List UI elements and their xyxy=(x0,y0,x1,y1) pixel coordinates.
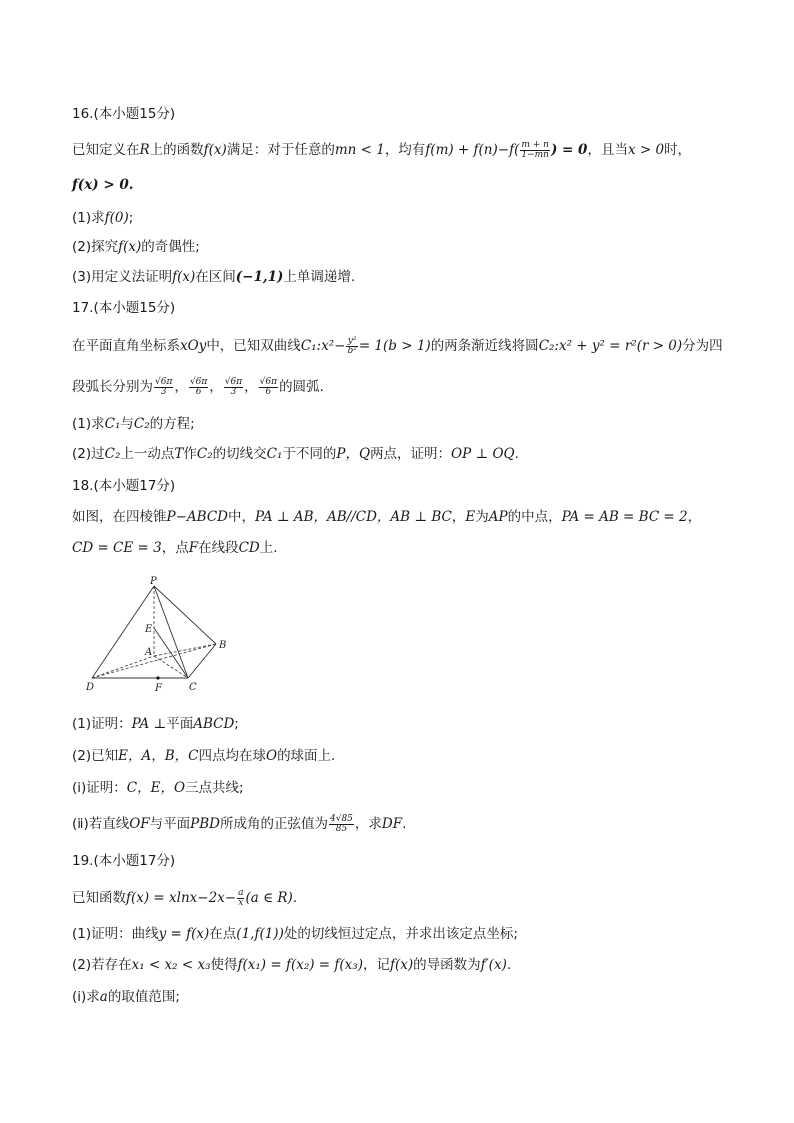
q19-part2: (2)若存在x₁ < x₂ < x₃使得f(x₁) = f(x₂) = f(x₃)，记f(x)的导函数为f′(x). xyxy=(72,957,512,973)
q18-stem-line2: CD = CE = 3，点F在线段CD上. xyxy=(72,540,278,556)
fraction: $\frac{√6\pi}{3}$ xyxy=(224,376,243,397)
segment-ac xyxy=(154,656,188,678)
pyramid-diagram xyxy=(86,572,246,700)
label-c: C xyxy=(189,682,197,693)
fraction: $\frac{m + n}{1-mn}$ xyxy=(521,139,549,160)
point-f xyxy=(156,676,159,679)
edge-pb xyxy=(154,586,216,644)
q17-header: 17.(本小题15分) xyxy=(72,300,176,316)
q19-stem: 已知函数f(x) = xlnx−2x− $\frac{a}{x}$ (a ∈ R). xyxy=(72,887,298,908)
q16-part2: (2)探究f(x)的奇偶性; xyxy=(72,239,200,255)
q18-part1: (1)证明：PA ⊥平面ABCD; xyxy=(72,716,239,732)
q19-header: 19.(本小题17分) xyxy=(72,853,176,869)
edge-ab xyxy=(154,644,216,656)
label-e: E xyxy=(145,624,153,635)
fraction: $\frac{√6\pi}{6}$ xyxy=(189,376,208,397)
q17-stem: 在平面直角坐标系xOy中，已知双曲线C₁:x²− $\frac{\text{y²}}{\text{b²}}$ = 1(b > 1)的两条渐近线将圆C₂:x² + y² = r²(r > 0)分为四 xyxy=(72,335,723,356)
q17-part2: (2)过C₂上一动点T作C₂的切线交C₁于不同的P，Q两点，证明：OP ⊥ OQ. xyxy=(72,446,519,462)
q17-stem-line2: 段弧长分别为 $\frac{√6\pi}{3}$ ， $\frac{√6\pi}{6}$ ， $\frac{√6\pi}{3}$ ， $\frac{√6\pi}{6}$ 的圆弧. xyxy=(72,376,324,397)
label-p: P xyxy=(150,576,157,587)
q19-part1: (1)证明：曲线y = f(x)在点(1,f(1))处的切线恒过定点，并求出该定点坐标; xyxy=(72,926,518,942)
pyramid-figure xyxy=(86,572,246,700)
edge-cb xyxy=(188,644,216,678)
fraction: $\frac{√6\pi}{3}$ xyxy=(155,376,173,397)
q16-stem-line2: f(x) > 0. xyxy=(72,177,134,193)
label-d: D xyxy=(86,682,95,693)
fraction: $\frac{a}{x}$ xyxy=(238,887,244,908)
segment-db xyxy=(92,644,216,678)
label-f: F xyxy=(155,683,162,694)
fraction: $\frac{4√85}{85}$ xyxy=(329,813,353,834)
q18-header: 18.(本小题17分) xyxy=(72,478,176,494)
q17-part1: (1)求C₁与C₂的方程; xyxy=(72,416,195,432)
q16-header: 16.(本小题15分) xyxy=(72,106,176,122)
edge-pc xyxy=(154,586,188,678)
q18-stem: 如图，在四棱锥P−ABCD中，PA ⊥ AB，AB//CD，AB ⊥ BC，E为AP的中点，PA = AB = BC = 2， xyxy=(72,509,702,525)
q19-part2-i: (ⅰ)求a的取值范围; xyxy=(72,989,180,1005)
edge-da xyxy=(92,656,154,678)
q16-part3: (3)用定义法证明f(x)在区间(−1,1)上单调递增. xyxy=(72,269,356,285)
q16-part1: (1)求f(0); xyxy=(72,210,134,226)
q16-stem: 已知定义在R上的函数f(x)满足：对于任意的mn < 1，均有f(m) + f(n)−f( $\frac{m + n}{1-mn}$ ) = 0，且当x > 0时， xyxy=(72,139,692,160)
label-a: A xyxy=(145,647,153,658)
fraction: $\frac{√6\pi}{6}$ xyxy=(259,376,278,397)
fraction: $\frac{\text{y²}}{\text{b²}}$ xyxy=(347,335,357,356)
q18-part2: (2)已知E，A，B，C四点均在球O的球面上. xyxy=(72,748,336,764)
q18-part2-i: (ⅰ)证明：C，E，O三点共线; xyxy=(72,780,244,796)
q18-part2-ii: (ⅱ)若直线OF与平面PBD所成角的正弦值为 $\frac{4√85}{85}$ ，求DF. xyxy=(72,813,407,834)
label-b: B xyxy=(219,640,227,651)
